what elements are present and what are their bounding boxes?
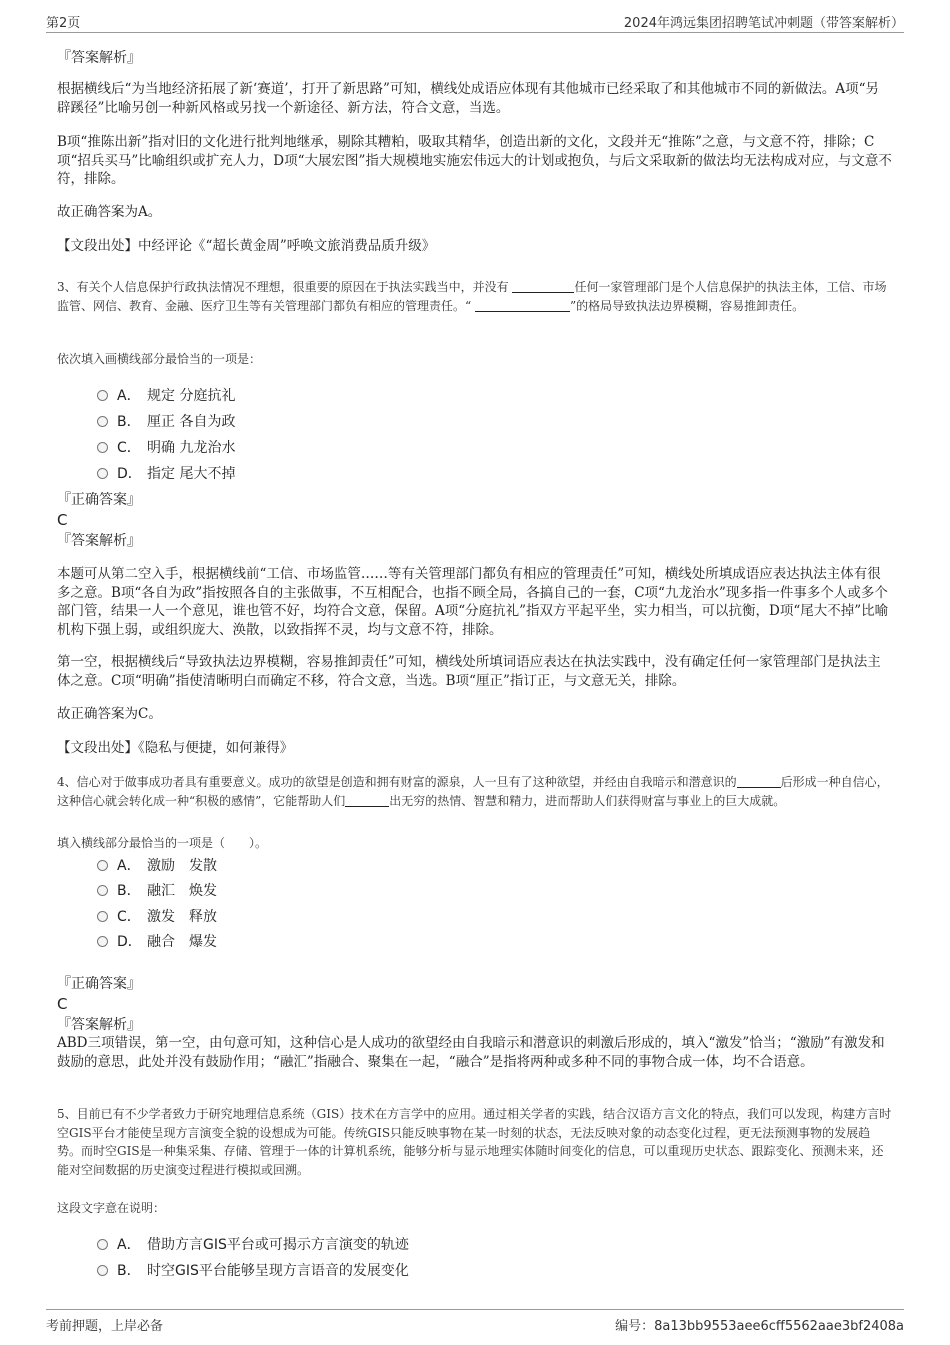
q3-option-b[interactable]: B． 厘正 各自为政 bbox=[97, 412, 235, 432]
q3-stem-part3: ”的格局导致执法边界模糊，容易推卸责任。 bbox=[569, 298, 805, 313]
document-id: 编号：8a13bb9553aee6cff5562aae3bf2408a bbox=[615, 1319, 904, 1334]
q4-blank-2 bbox=[345, 794, 389, 807]
q4-stem-part1: 4、信心对于做事成功者具有重要意义。成功的欲望是创造和拥有财富的源泉，人一旦有了这种欲望，并经由自我暗示和潜意识的 bbox=[57, 775, 737, 789]
radio-icon[interactable] bbox=[97, 911, 108, 922]
q3-blank-1 bbox=[512, 280, 574, 293]
q5-option-a[interactable]: A． 借助方言GIS平台或可揭示方言演变的轨迹 bbox=[97, 1235, 409, 1255]
q4-option-b[interactable]: B． 融汇 焕发 bbox=[97, 881, 217, 901]
q3-blank-2 bbox=[475, 299, 570, 312]
footer-slogan: 考前押题，上岸必备 bbox=[46, 1319, 164, 1334]
q2-analysis-para1: 根据横线后“为当地经济拓展了新‘赛道’，打开了新思路”可知，横线处成语应体现有其他城市已经采取了和其他城市不同的新做法。A项“另辟蹊径”比喻另创一种新风格或另找一个新途径、新方法，符合文意，当选。 bbox=[57, 81, 880, 116]
q3-analysis-para2: 第一空，根据横线后“导致执法边界模糊，容易推卸责任”可知，横线处所填词语应表达在执法实践中，没有确定任何一家管理部门是执法主体之意。C项“明确”指使清晰明白而确定不移，符合文意，当选。B项“厘正”指订正，与文意无关，排除。 bbox=[57, 654, 881, 689]
radio-icon[interactable] bbox=[97, 885, 108, 896]
page-number: 第2页 bbox=[46, 16, 81, 31]
radio-icon[interactable] bbox=[97, 1239, 108, 1250]
q3-conclusion: 故正确答案为C。 bbox=[57, 706, 162, 722]
q3-answer: C bbox=[57, 511, 68, 529]
q2-conclusion: 故正确答案为A。 bbox=[57, 204, 162, 220]
q3-option-c[interactable]: C． 明确 九龙治水 bbox=[97, 438, 235, 458]
q3-analysis-label: 『答案解析』 bbox=[57, 533, 141, 549]
q3-stem bbox=[57, 278, 892, 315]
q3-source: 【文段出处】《隐私与便捷，如何兼得》 bbox=[57, 740, 294, 756]
q3-option-d[interactable]: D． 指定 尾大不掉 bbox=[97, 464, 235, 484]
q3-stem-part1: 3、有关个人信息保护行政执法情况不理想，很重要的原因在于执法实践当中，并没有 bbox=[57, 280, 509, 294]
radio-icon[interactable] bbox=[97, 468, 108, 479]
page-header bbox=[46, 12, 904, 33]
q4-prompt: 填入横线部分最恰当的一项是（ ）。 bbox=[57, 836, 268, 850]
radio-icon[interactable] bbox=[97, 442, 108, 453]
q5-stem: 5、目前已有不少学者致力于研究地理信息系统（GIS）技术在方言学中的应用。通过相关学者的实践，结合汉语方言文化的特点，我们可以发现，构建方言时空GIS平台才能使呈现方言演变全貌的设想成为可能。传统GIS只能反映事物在某一时刻的状态，无法反映对象的动态变化过程，更无法预测事物的发展趋势。而时空GIS是一种集采集、存储、管理于一体的计算机系统，能够分析与显示地理实体随时间变化的信息，可以重现历史状态、跟踪变化、预测未来，还能对空间数据的历史演变过程进行模拟或回溯。 bbox=[57, 1107, 892, 1177]
q5-prompt: 这段文字意在说明： bbox=[57, 1201, 166, 1215]
q3-prompt: 依次填入画横线部分最恰当的一项是： bbox=[57, 352, 262, 366]
q4-stem-part3: 出无穷的热情、智慧和精力，进而帮助人们获得财富与事业上的巨大成就。 bbox=[389, 793, 786, 808]
q5-option-b[interactable]: B． 时空GIS平台能够呈现方言语音的发展变化 bbox=[97, 1261, 409, 1281]
q4-analysis-para1: ABD三项错误，第一空，由句意可知，这种信心是人成功的欲望经由自我暗示和潜意识的刺激后形成的，填入“激发”恰当；“激励”有激发和鼓励的意思，此处并没有鼓励作用；“融汇”指融合、聚集在一起，“融合”是指将两种或多种不同的事物合成一体，均不合语意。 bbox=[57, 1035, 885, 1070]
q4-blank-1 bbox=[737, 775, 781, 788]
radio-icon[interactable] bbox=[97, 1265, 108, 1276]
q3-option-a[interactable]: A． 规定 分庭抗礼 bbox=[97, 386, 235, 406]
q3-answer-label: 『正确答案』 bbox=[57, 492, 141, 508]
page-footer bbox=[46, 1309, 904, 1334]
q4-option-a[interactable]: A． 激励 发散 bbox=[97, 856, 217, 876]
q4-option-c[interactable]: C． 激发 释放 bbox=[97, 907, 217, 927]
q2-source: 【文段出处】中经评论《“超长黄金周”呼唤文旅消费品质升级》 bbox=[57, 238, 436, 254]
q4-stem-part2: 后形成一种自信心，这种信心就会转化成一种“积极的感情”，它能帮助人们 bbox=[57, 775, 889, 808]
q4-stem bbox=[57, 773, 892, 810]
document-title: 2024年鸿远集团招聘笔试冲刺题（带答案解析） bbox=[623, 16, 904, 31]
radio-icon[interactable] bbox=[97, 860, 108, 871]
q4-analysis-label: 『答案解析』 bbox=[57, 1017, 141, 1033]
radio-icon[interactable] bbox=[97, 936, 108, 947]
q4-answer: C bbox=[57, 995, 68, 1013]
q2-analysis-label: 『答案解析』 bbox=[57, 50, 141, 66]
radio-icon[interactable] bbox=[97, 416, 108, 427]
radio-icon[interactable] bbox=[97, 390, 108, 401]
q4-option-d[interactable]: D． 融合 爆发 bbox=[97, 932, 217, 952]
q2-analysis-para2: B项“推陈出新”指对旧的文化进行批判地继承，剔除其糟粕，吸取其精华，创造出新的文化，文段并无“推陈”之意，与文意不符，排除；C项“招兵买马”比喻组织或扩充人力，D项“大展宏图”指大规模地实施宏伟远大的计划或抱负，与后文采取新的做法均无法构成对应，与文意不符，排除。 bbox=[57, 134, 892, 187]
q3-stem-part2: 任何一家管理部门是个人信息保护的执法主体，工信、市场监管、网信、教育、金融、医疗卫生等有关管理部门都负有相应的管理责任。“ bbox=[57, 280, 887, 313]
q3-analysis-para1: 本题可从第二空入手，根据横线前“工信、市场监管……等有关管理部门都负有相应的管理责任”可知，横线处所填成语应表达执法主体有很多之意。B项“各自为政”指按照各自的主张做事，不互相配合，也指不顾全局，各搞自己的一套，C项“九龙治水”现多指一件事多个人或多个部门管，结果一人一个意见，谁也管不好，均符合文意，保留。A项“分庭抗礼”指双方平起平坐，实力相当，可以抗衡，D项“尾大不掉”比喻机构下强上弱，或组织庞大、涣散，以致指挥不灵，均与文意不符，排除。 bbox=[57, 566, 889, 638]
q4-answer-label: 『正确答案』 bbox=[57, 976, 141, 992]
